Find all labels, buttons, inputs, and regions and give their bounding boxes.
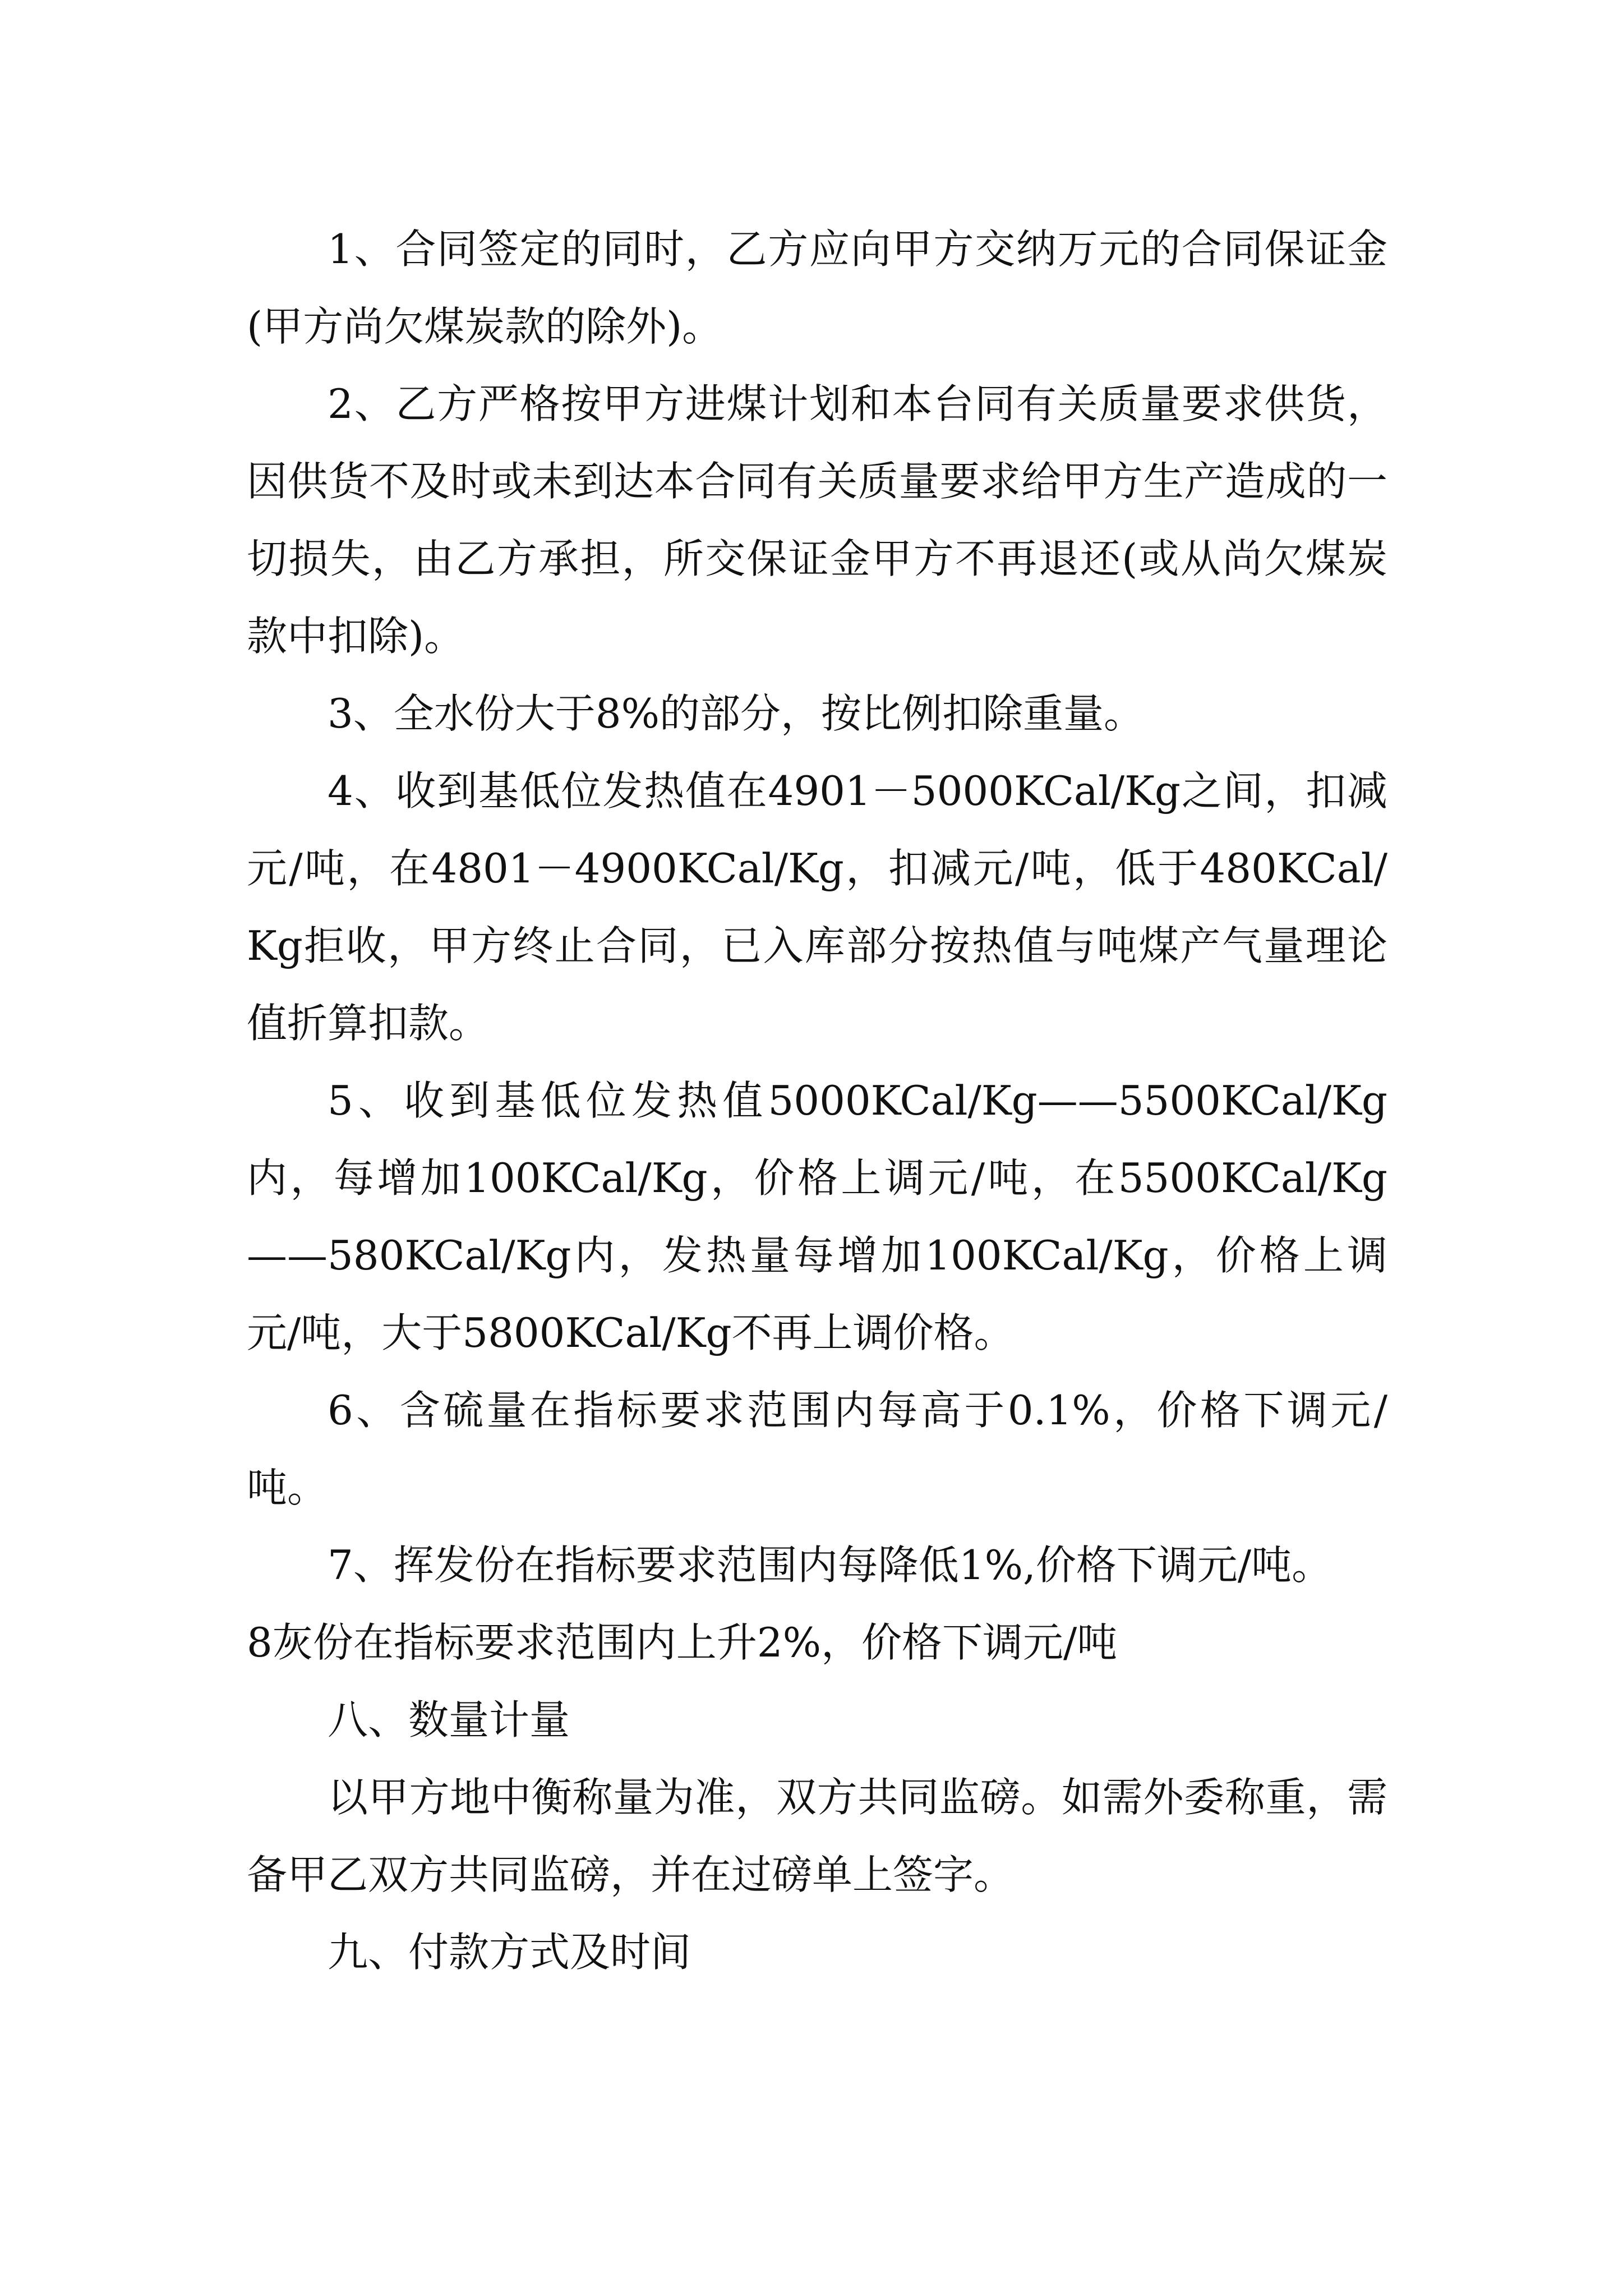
- section-9-heading: 九、付款方式及时间: [328, 1929, 691, 1976]
- clause-1-deposit: 1、合同签定的同时，乙方应向甲方交纳万元的合同保证金(甲方尚欠煤炭款的除外)。: [247, 226, 1387, 350]
- clause-8-ash: 8灰份在指标要求范围内上升2%，价格下调元/吨: [247, 1619, 1118, 1666]
- contract-page: [247, 210, 1387, 1991]
- clause-6-sulfur: 6、含硫量在指标要求范围内每高于0.1%，价格下调元/吨。: [247, 1387, 1387, 1511]
- clause-4-calorific-deduction: 4、收到基低位发热值在4901－5000KCal/Kg之间，扣减元/吨，在4801－4900KCal/Kg，扣减元/吨，低于480KCal/Kg拒收，甲方终止合同，已入库部分按热值与吨煤产气量理论值折算扣款。: [247, 767, 1387, 1047]
- section-8-body: 以甲方地中衡称量为准，双方共同监磅。如需外委称重，需备甲乙双方共同监磅，并在过磅单上签字。: [247, 1774, 1387, 1898]
- clause-2-supply-quality: 2、乙方严格按甲方进煤计划和本台同有关质量要求供货，因供货不及时或未到达本合同有关质量要求给甲方生产造成的一切损失，由乙方承担，所交保证金甲方不再退还(或从尚欠煤炭款中扣除)。: [247, 380, 1387, 660]
- clause-7-volatile: 7、挥发份在指标要求范围内每降低1%,价格下调元/吨。: [328, 1542, 1332, 1589]
- section-8-heading: 八、数量计量: [328, 1696, 570, 1743]
- clause-3-moisture: 3、全水份大于8%的部分，按比例扣除重量。: [328, 690, 1145, 737]
- clause-5-calorific-bonus: 5、收到基低位发热值5000KCal/Kg——5500KCal/Kg内，每增加100KCal/Kg，价格上调元/吨，在5500KCal/Kg——580KCal/Kg内，发热量每增加100KCal/Kg，价格上调元/吨，大于5800KCal/Kg不再上调价格。: [247, 1077, 1387, 1356]
